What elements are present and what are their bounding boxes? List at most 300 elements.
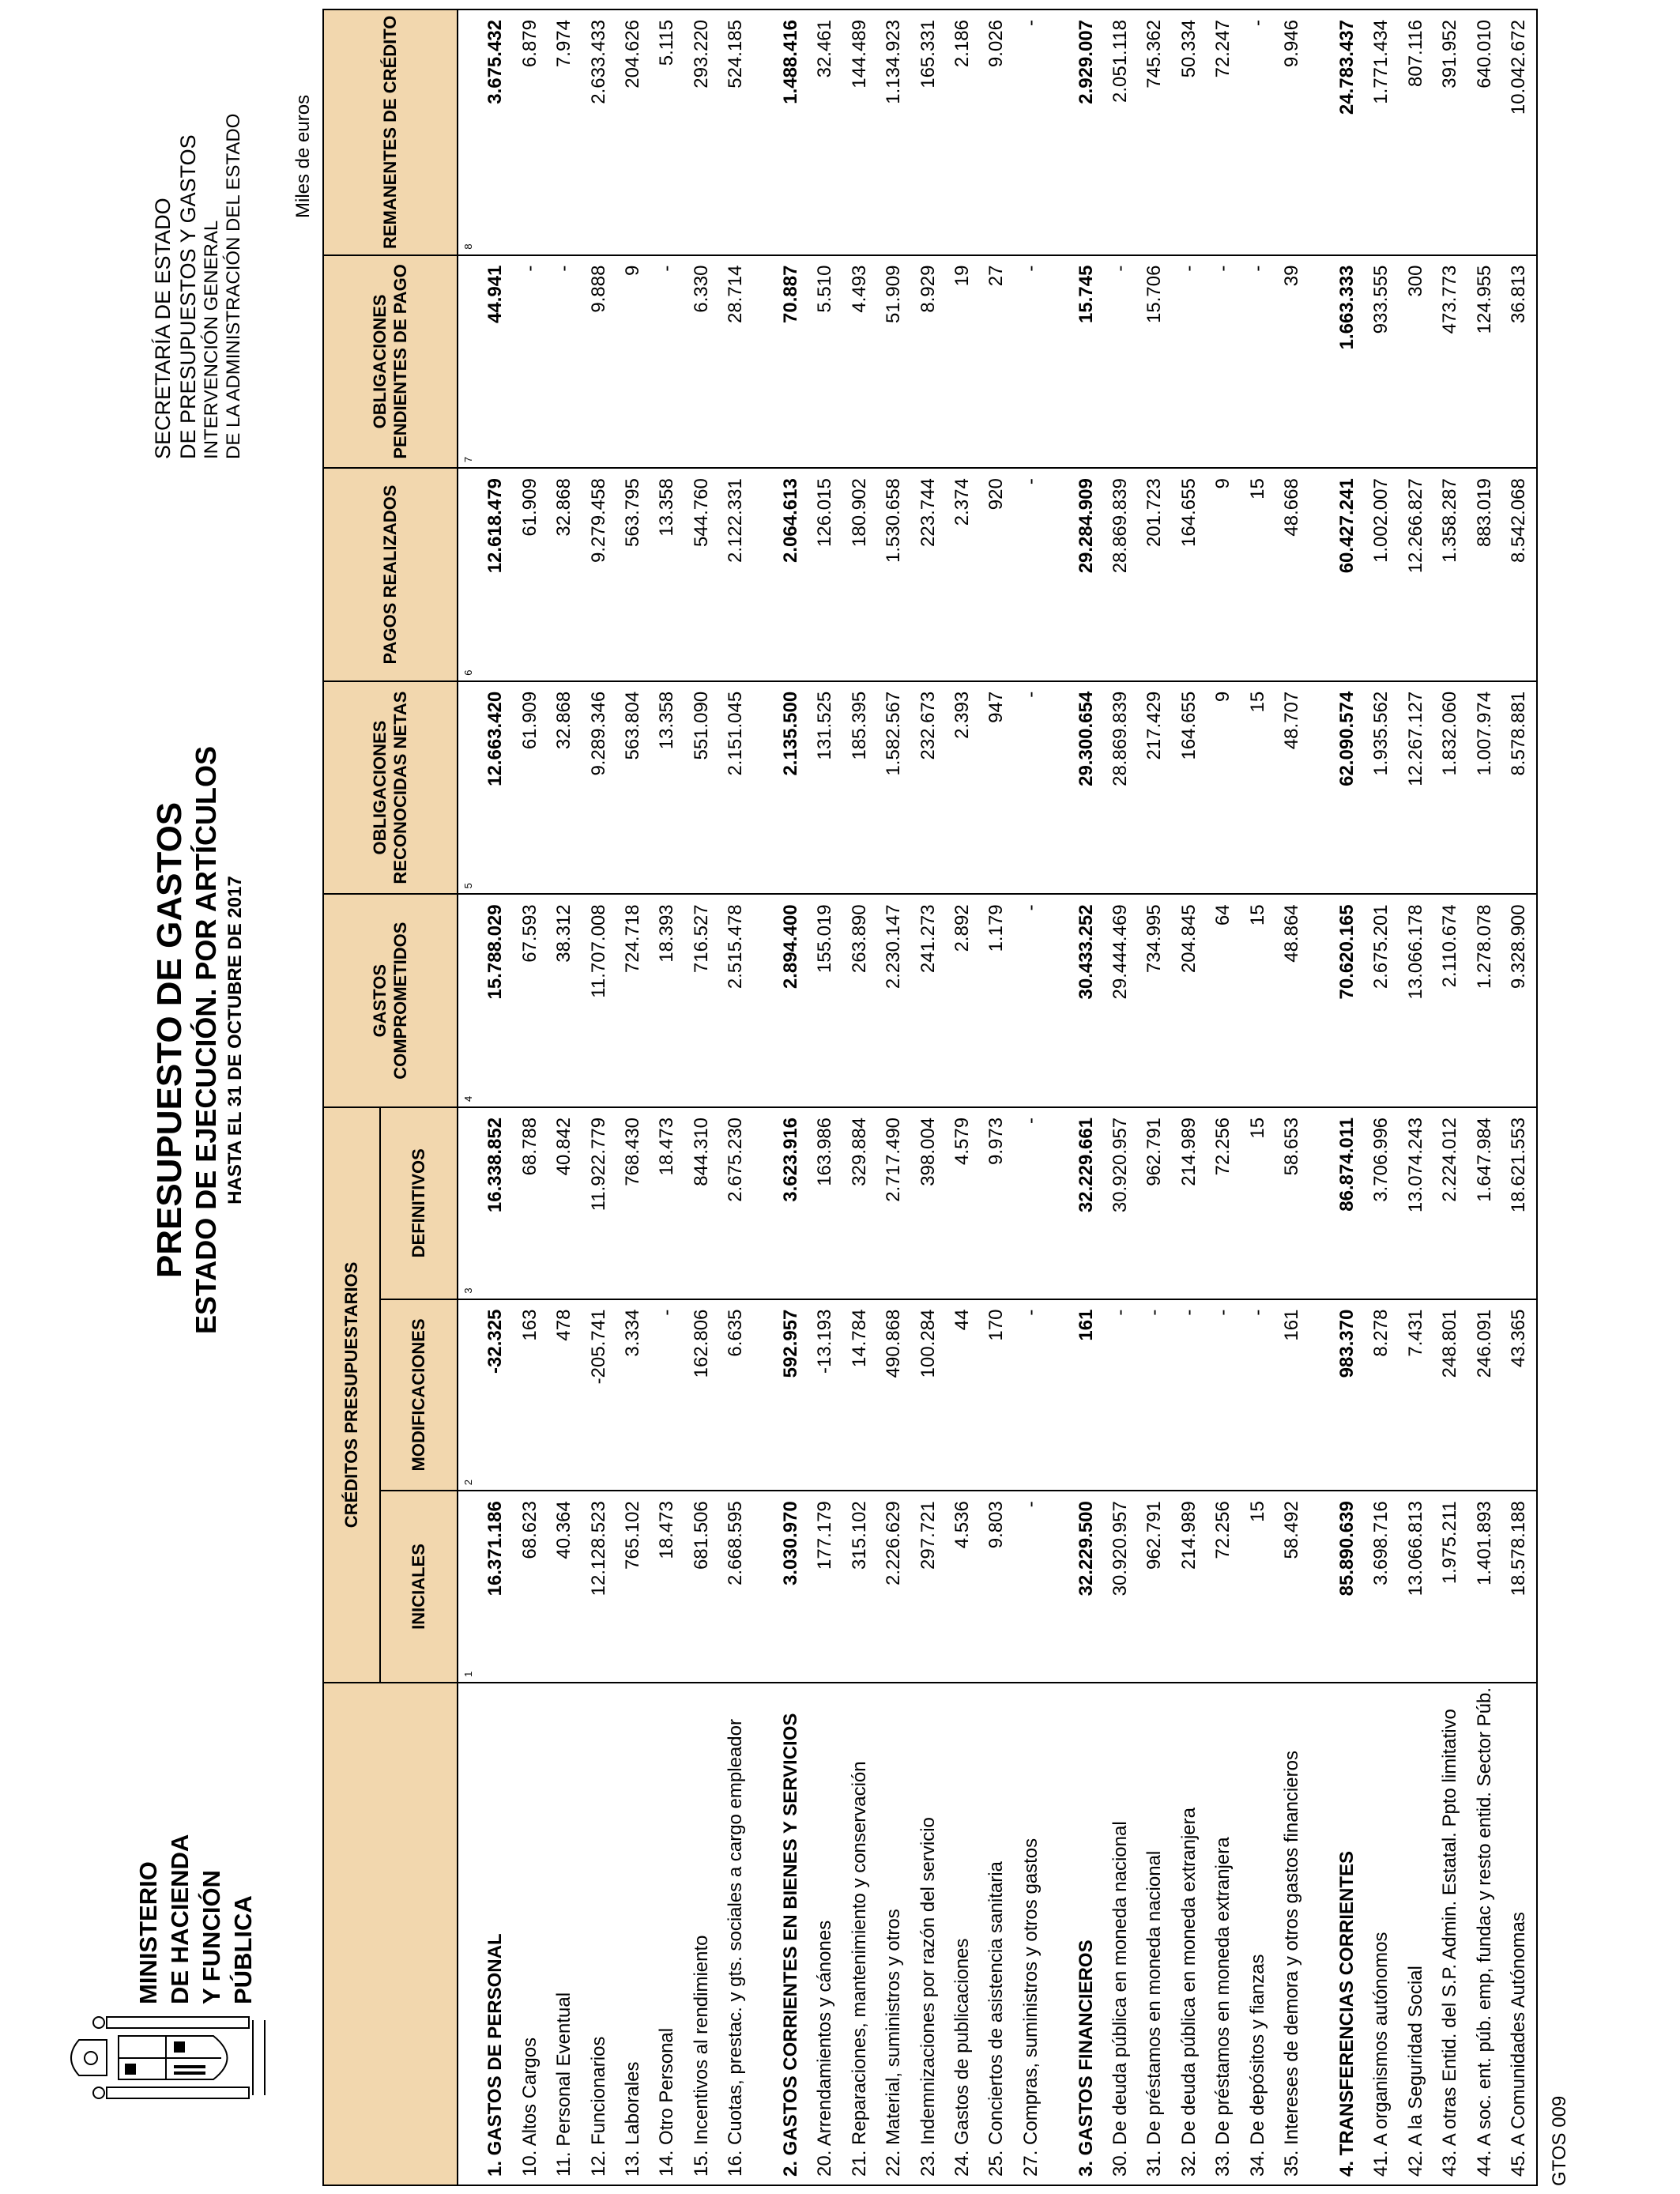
report-title: PRESUPUESTO DE GASTOS [150, 801, 189, 1279]
value-cell: 1.935.562 [1365, 681, 1399, 895]
concept-cell: 25. Conciertos de asistencia sanitaria [985, 1861, 1008, 2177]
value-cell: 241.273 [911, 894, 945, 1107]
value-cell: 15 [1241, 1491, 1275, 1683]
article-row [945, 10, 979, 2185]
value-cell: 30.920.957 [1103, 1107, 1137, 1299]
value-cell: 293.220 [684, 10, 718, 255]
concept-cell: 24. Gastos de publicaciones [951, 1938, 973, 2177]
spacer-cell [1048, 681, 1069, 895]
value-cell: 1.771.434 [1365, 10, 1399, 255]
value-cell: 297.721 [911, 1491, 945, 1683]
value-cell: 14.784 [842, 1299, 876, 1491]
column-number: 3 [458, 1107, 479, 1299]
value-cell: 18.393 [650, 894, 684, 1107]
value-cell: 68.788 [513, 1107, 547, 1299]
value-cell: 28.869.839 [1103, 468, 1137, 681]
value-cell: 716.527 [684, 894, 718, 1107]
value-cell: 32.868 [548, 681, 582, 895]
article-row [877, 10, 911, 2185]
value-cell: 473.773 [1433, 255, 1467, 469]
concept-cell: 41. A organismos autónomos [1370, 1932, 1392, 2177]
report-subtitle: ESTADO DE EJECUCIÓN. POR ARTÍCULOS [190, 745, 222, 1335]
value-cell: - [1014, 10, 1048, 255]
value-cell: 2.224.012 [1433, 1107, 1467, 1299]
value-cell: 9 [1207, 681, 1241, 895]
value-cell: 2.151.045 [718, 681, 752, 895]
article-row [911, 10, 945, 2185]
concept-cell: 14. Otro Personal [656, 2027, 678, 2177]
value-cell: 163 [513, 1299, 547, 1491]
value-cell: 962.791 [1138, 1491, 1172, 1683]
article-row [1433, 10, 1467, 2185]
concept-header [324, 1683, 458, 2185]
article-row [1138, 10, 1172, 2185]
value-cell: -205.741 [582, 1299, 616, 1491]
concept-cell: 31. De préstamos en moneda nacional [1143, 1850, 1166, 2177]
value-cell: 768.430 [616, 1107, 650, 1299]
spacer-cell [753, 1107, 774, 1299]
value-cell: 2.186 [945, 10, 979, 255]
value-cell: 563.804 [616, 681, 650, 895]
value-cell: 15 [1241, 468, 1275, 681]
spacer-cell [1048, 1299, 1069, 1491]
value-cell: 29.300.654 [1069, 681, 1103, 895]
value-cell: 13.074.243 [1399, 1107, 1433, 1299]
value-cell: 40.364 [548, 1491, 582, 1683]
pagos-header: PAGOS REALIZADOS [324, 468, 458, 681]
value-cell: 177.179 [808, 1491, 842, 1683]
remanentes-header: REMANENTES DE CRÉDITO [324, 10, 458, 255]
value-cell: 15.788.029 [479, 894, 513, 1107]
value-cell: 12.128.523 [582, 1491, 616, 1683]
concept-cell: 22. Material, suministros y otros [883, 1909, 905, 2177]
value-cell: 13.358 [650, 468, 684, 681]
value-cell: 16.371.186 [479, 1491, 513, 1683]
value-cell: 68.623 [513, 1491, 547, 1683]
value-cell: 9.328.900 [1501, 894, 1536, 1107]
value-cell: 2.633.433 [582, 10, 616, 255]
value-cell: 962.791 [1138, 1107, 1172, 1299]
value-cell: - [650, 1299, 684, 1491]
spacer-cell [1309, 1683, 1331, 2185]
value-cell: 144.489 [842, 10, 876, 255]
value-cell: 524.185 [718, 10, 752, 255]
article-row [582, 10, 616, 2185]
spacer-cell [753, 468, 774, 681]
value-cell: 3.623.916 [774, 1107, 808, 1299]
value-cell: 32.868 [548, 468, 582, 681]
value-cell: 4.579 [945, 1107, 979, 1299]
coat-of-arms-icon [63, 2012, 281, 2103]
value-cell: 70.620.165 [1330, 894, 1364, 1107]
value-cell: 50.334 [1172, 10, 1206, 255]
value-cell: - [1138, 1299, 1172, 1491]
value-cell: - [1014, 894, 1048, 1107]
value-cell: 30.433.252 [1069, 894, 1103, 1107]
value-cell: 2.892 [945, 894, 979, 1107]
value-cell: 163.986 [808, 1107, 842, 1299]
value-cell: 8.542.068 [1501, 468, 1536, 681]
value-cell: 490.868 [877, 1299, 911, 1491]
chapter-row [1069, 10, 1103, 2185]
value-cell: 15 [1241, 681, 1275, 895]
value-cell: 217.429 [1138, 681, 1172, 895]
value-cell: 1.647.984 [1467, 1107, 1501, 1299]
value-cell: 60.427.241 [1330, 468, 1364, 681]
report-titles [150, 645, 248, 1435]
spacer-cell [1309, 468, 1331, 681]
value-cell: 2.393 [945, 681, 979, 895]
value-cell: 9 [616, 255, 650, 469]
value-cell: 67.593 [513, 894, 547, 1107]
spacer-cell [1048, 1107, 1069, 1299]
value-cell: 48.864 [1275, 894, 1309, 1107]
value-cell: 61.909 [513, 468, 547, 681]
value-cell: 44.941 [479, 255, 513, 469]
value-cell: 3.334 [616, 1299, 650, 1491]
concept-cell: 32. De deuda pública en moneda extranjera [1177, 1808, 1200, 2177]
value-cell: 391.952 [1433, 10, 1467, 255]
value-cell: - [650, 255, 684, 469]
spacer-cell [753, 255, 774, 469]
article-row [1014, 10, 1048, 2185]
spacer-cell [1048, 10, 1069, 255]
value-cell: 126.015 [808, 468, 842, 681]
value-cell: 2.064.613 [774, 468, 808, 681]
value-cell: - [1241, 255, 1275, 469]
article-row [718, 10, 752, 2185]
value-cell: - [513, 255, 547, 469]
value-cell: 164.655 [1172, 468, 1206, 681]
value-cell: 223.744 [911, 468, 945, 681]
article-row [684, 10, 718, 2185]
value-cell: 3.675.432 [479, 10, 513, 255]
value-cell: 19 [945, 255, 979, 469]
article-row [980, 10, 1014, 2185]
value-cell: 9.888 [582, 255, 616, 469]
value-cell: 38.312 [548, 894, 582, 1107]
column-number: 7 [458, 255, 479, 469]
value-cell: 9.279.458 [582, 468, 616, 681]
intervention-line-2: DE LA ADMINISTRACIÓN DEL ESTADO [223, 113, 244, 459]
value-cell: 2.226.629 [877, 1491, 911, 1683]
intervention-line-1: INTERVENCIÓN GENERAL [201, 220, 222, 459]
value-cell: 10.042.672 [1501, 10, 1536, 255]
chapter-row [774, 10, 808, 2185]
value-cell: - [1207, 255, 1241, 469]
spacer-cell [1048, 1683, 1069, 2185]
value-cell: 246.091 [1467, 1299, 1501, 1491]
value-cell: 13.066.178 [1399, 894, 1433, 1107]
concept-cell: 44. A soc. ent. púb. emp, fundac y resto entid. Sector Púb. [1473, 1687, 1495, 2177]
value-cell: 2.675.230 [718, 1107, 752, 1299]
concept-cell: 11. Personal Eventual [553, 1992, 575, 2177]
value-cell: 72.247 [1207, 10, 1241, 255]
value-cell: 29.284.909 [1069, 468, 1103, 681]
spacer-cell [753, 1683, 774, 2185]
concept-cell: 34. De depósitos y fianzas [1246, 1954, 1268, 2177]
value-cell: 478 [548, 1299, 582, 1491]
value-cell: 1.582.567 [877, 681, 911, 895]
concept-cell: 42. A la Seguridad Social [1404, 1966, 1426, 2177]
article-row [1241, 10, 1275, 2185]
spacer-row [1309, 10, 1331, 2185]
concept-cell: 23. Indemnizaciones por razón del servicio [917, 1817, 939, 2177]
value-cell: 8.578.881 [1501, 681, 1536, 895]
value-cell: 681.506 [684, 1491, 718, 1683]
spacer-cell [753, 894, 774, 1107]
chapter-row [1330, 10, 1364, 2185]
value-cell: 62.090.574 [1330, 681, 1364, 895]
chapter-row [479, 10, 513, 2185]
value-cell: 18.473 [650, 1107, 684, 1299]
article-row [616, 10, 650, 2185]
concept-cell: 1. GASTOS DE PERSONAL [484, 1933, 507, 2177]
value-cell: 2.051.118 [1103, 10, 1137, 255]
value-cell: 43.365 [1501, 1299, 1536, 1491]
value-cell: 765.102 [616, 1491, 650, 1683]
value-cell: 6.635 [718, 1299, 752, 1491]
value-cell: 24.783.437 [1330, 10, 1364, 255]
value-cell: 161 [1275, 1299, 1309, 1491]
value-cell: 329.884 [842, 1107, 876, 1299]
concept-cell: 16. Cuotas, prestac. y gts. sociales a cargo empleador [724, 1719, 746, 2177]
value-cell: 11.707.008 [582, 894, 616, 1107]
definitivos-header: DEFINITIVOS [380, 1107, 458, 1299]
value-cell: 15 [1241, 1107, 1275, 1299]
value-cell: 6.330 [684, 255, 718, 469]
article-row [1467, 10, 1501, 2185]
value-cell: 18.621.553 [1501, 1107, 1536, 1299]
value-cell: 15.706 [1138, 255, 1172, 469]
article-row [1365, 10, 1399, 2185]
article-row [842, 10, 876, 2185]
iniciales-header: INICIALES [380, 1491, 458, 1683]
spacer-cell [1309, 1107, 1331, 1299]
value-cell: 2.135.500 [774, 681, 808, 895]
ministry-name [133, 1819, 259, 2004]
value-cell: 563.795 [616, 468, 650, 681]
value-cell: 204.845 [1172, 894, 1206, 1107]
value-cell: 5.115 [650, 10, 684, 255]
value-cell: 204.626 [616, 10, 650, 255]
value-cell: 9.289.346 [582, 681, 616, 895]
article-row [1501, 10, 1536, 2185]
value-cell: 161 [1069, 1299, 1103, 1491]
article-row [1172, 10, 1206, 2185]
value-cell: 48.707 [1275, 681, 1309, 895]
value-cell: 398.004 [911, 1107, 945, 1299]
spacer-cell [1309, 10, 1331, 255]
value-cell: 2.929.007 [1069, 10, 1103, 255]
value-cell: 70.887 [774, 255, 808, 469]
value-cell: - [1241, 10, 1275, 255]
article-row [548, 10, 582, 2185]
value-cell: 745.362 [1138, 10, 1172, 255]
spacer-cell [1048, 1491, 1069, 1683]
concept-cell: 35. Intereses de demora y otros gastos financieros [1280, 1751, 1302, 2177]
value-cell: 9.803 [980, 1491, 1014, 1683]
value-cell: 131.525 [808, 681, 842, 895]
value-cell: 185.395 [842, 681, 876, 895]
spacer-cell [1309, 894, 1331, 1107]
value-cell: 807.116 [1399, 10, 1433, 255]
value-cell: 8.929 [911, 255, 945, 469]
value-cell: 2.374 [945, 468, 979, 681]
spacer-row [753, 10, 774, 2185]
value-cell: 40.842 [548, 1107, 582, 1299]
concept-cell: 2. GASTOS CORRIENTES EN BIENES Y SERVICIOS [780, 1713, 802, 2177]
value-cell: -32.325 [479, 1299, 513, 1491]
value-cell: 592.957 [774, 1299, 808, 1491]
form-code: GTOS 009 [1549, 2095, 1570, 2186]
column-number-row [458, 10, 479, 2185]
value-cell: 39 [1275, 255, 1309, 469]
concept-cell: 13. Laborales [621, 2061, 643, 2177]
value-cell: 164.655 [1172, 681, 1206, 895]
value-cell: 12.663.420 [479, 681, 513, 895]
value-cell: 1.975.211 [1433, 1491, 1467, 1683]
value-cell: 155.019 [808, 894, 842, 1107]
value-cell: 734.995 [1138, 894, 1172, 1107]
column-number-blank [458, 1683, 479, 2185]
value-cell: 2.230.147 [877, 894, 911, 1107]
value-cell: 58.492 [1275, 1491, 1309, 1683]
value-cell: 1.007.974 [1467, 681, 1501, 895]
value-cell: - [1014, 681, 1048, 895]
value-cell: 544.760 [684, 468, 718, 681]
modificaciones-header: MODIFICACIONES [380, 1299, 458, 1491]
value-cell: 315.102 [842, 1491, 876, 1683]
value-cell: - [1241, 1299, 1275, 1491]
value-cell: 3.706.996 [1365, 1107, 1399, 1299]
value-cell: 12.267.127 [1399, 681, 1433, 895]
value-cell: 72.256 [1207, 1107, 1241, 1299]
value-cell: 1.401.893 [1467, 1491, 1501, 1683]
value-cell: 640.010 [1467, 10, 1501, 255]
value-cell: 248.801 [1433, 1299, 1467, 1491]
value-cell: 1.663.333 [1330, 255, 1364, 469]
value-cell: 2.668.595 [718, 1491, 752, 1683]
concept-cell: 43. A otras Entid. del S.P. Admin. Estatal. Ppto limitativo [1439, 1709, 1461, 2177]
value-cell: 28.869.839 [1103, 681, 1137, 895]
column-number: 2 [458, 1299, 479, 1491]
value-cell: 1.278.078 [1467, 894, 1501, 1107]
value-cell: 2.675.201 [1365, 894, 1399, 1107]
value-cell: 64 [1207, 894, 1241, 1107]
value-cell: 3.030.970 [774, 1491, 808, 1683]
value-cell: 170 [980, 1299, 1014, 1491]
concept-cell: 12. Funcionarios [587, 2036, 609, 2177]
concept-cell: 20. Arrendamientos y cánones [814, 1920, 836, 2177]
secretariat-line-1: SECRETARÍA DE ESTADO [151, 198, 175, 459]
value-cell: 883.019 [1467, 468, 1501, 681]
spacer-cell [1309, 255, 1331, 469]
value-cell: 2.717.490 [877, 1107, 911, 1299]
value-cell: 30.920.957 [1103, 1491, 1137, 1683]
value-cell: 232.673 [911, 681, 945, 895]
article-row [1207, 10, 1241, 2185]
concept-cell: 21. Reparaciones, mantenimiento y conservación [848, 1761, 870, 2177]
spacer-cell [753, 681, 774, 895]
ministry-line-2: DE HACIENDA [166, 1834, 194, 2004]
value-cell: -13.193 [808, 1299, 842, 1491]
concept-cell: 3. GASTOS FINANCIEROS [1075, 1940, 1097, 2177]
value-cell: - [548, 255, 582, 469]
ministry-line-3: Y FUNCIÓN PÚBLICA [198, 1870, 257, 2004]
value-cell: 920 [980, 468, 1014, 681]
budget-table-frame [322, 9, 1538, 2186]
units-label: Miles de euros [292, 94, 314, 218]
value-cell: 28.714 [718, 255, 752, 469]
value-cell: 15.745 [1069, 255, 1103, 469]
value-cell: 6.879 [513, 10, 547, 255]
spacer-cell [1309, 1491, 1331, 1683]
value-cell: 124.955 [1467, 255, 1501, 469]
value-cell: 16.338.852 [479, 1107, 513, 1299]
pendientes-header: OBLIGACIONES PENDIENTES DE PAGO [324, 255, 458, 469]
ministry-line-1: MINISTERIO [134, 1861, 162, 2004]
value-cell: - [1103, 255, 1137, 469]
concept-cell: 33. De préstamos en moneda extranjera [1212, 1837, 1234, 2177]
value-cell: 1.488.416 [774, 10, 808, 255]
column-number: 1 [458, 1491, 479, 1683]
value-cell: 1.358.287 [1433, 468, 1467, 681]
value-cell: - [1014, 468, 1048, 681]
value-cell: 4.493 [842, 255, 876, 469]
value-cell: - [1172, 1299, 1206, 1491]
spacer-cell [753, 1299, 774, 1491]
concept-cell: 30. De deuda pública en moneda nacional [1109, 1821, 1132, 2177]
column-number: 8 [458, 10, 479, 255]
value-cell: 2.122.331 [718, 468, 752, 681]
column-number: 4 [458, 894, 479, 1107]
value-cell: 844.310 [684, 1107, 718, 1299]
concept-cell: 15. Incentivos al rendimiento [690, 1935, 712, 2177]
article-row [1275, 10, 1309, 2185]
value-cell: 180.902 [842, 468, 876, 681]
value-cell: 214.989 [1172, 1107, 1206, 1299]
spacer-cell [1048, 894, 1069, 1107]
value-cell: 263.890 [842, 894, 876, 1107]
value-cell: 9.026 [980, 10, 1014, 255]
value-cell: 983.370 [1330, 1299, 1364, 1491]
value-cell: - [1207, 1299, 1241, 1491]
value-cell: 9.946 [1275, 10, 1309, 255]
value-cell: 36.813 [1501, 255, 1536, 469]
value-cell: 9 [1207, 468, 1241, 681]
concept-cell: 45. A Comunidades Autónomas [1508, 1912, 1530, 2177]
value-cell: 1.179 [980, 894, 1014, 1107]
value-cell: - [1014, 1107, 1048, 1299]
value-cell: 1.832.060 [1433, 681, 1467, 895]
value-cell: 61.909 [513, 681, 547, 895]
value-cell: 48.668 [1275, 468, 1309, 681]
spacer-cell [1309, 681, 1331, 895]
value-cell: 18.578.188 [1501, 1491, 1536, 1683]
value-cell: 7.431 [1399, 1299, 1433, 1491]
value-cell: 2.110.674 [1433, 894, 1467, 1107]
value-cell: 72.256 [1207, 1491, 1241, 1683]
value-cell: - [1014, 255, 1048, 469]
value-cell: 1.530.658 [877, 468, 911, 681]
concept-cell: 4. TRANSFERENCIAS CORRIENTES [1336, 1850, 1358, 2177]
value-cell: - [1014, 1491, 1048, 1683]
article-row [1399, 10, 1433, 2185]
value-cell: 12.266.827 [1399, 468, 1433, 681]
concept-cell: 10. Altos Cargos [518, 2037, 541, 2177]
spacer-cell [1048, 255, 1069, 469]
